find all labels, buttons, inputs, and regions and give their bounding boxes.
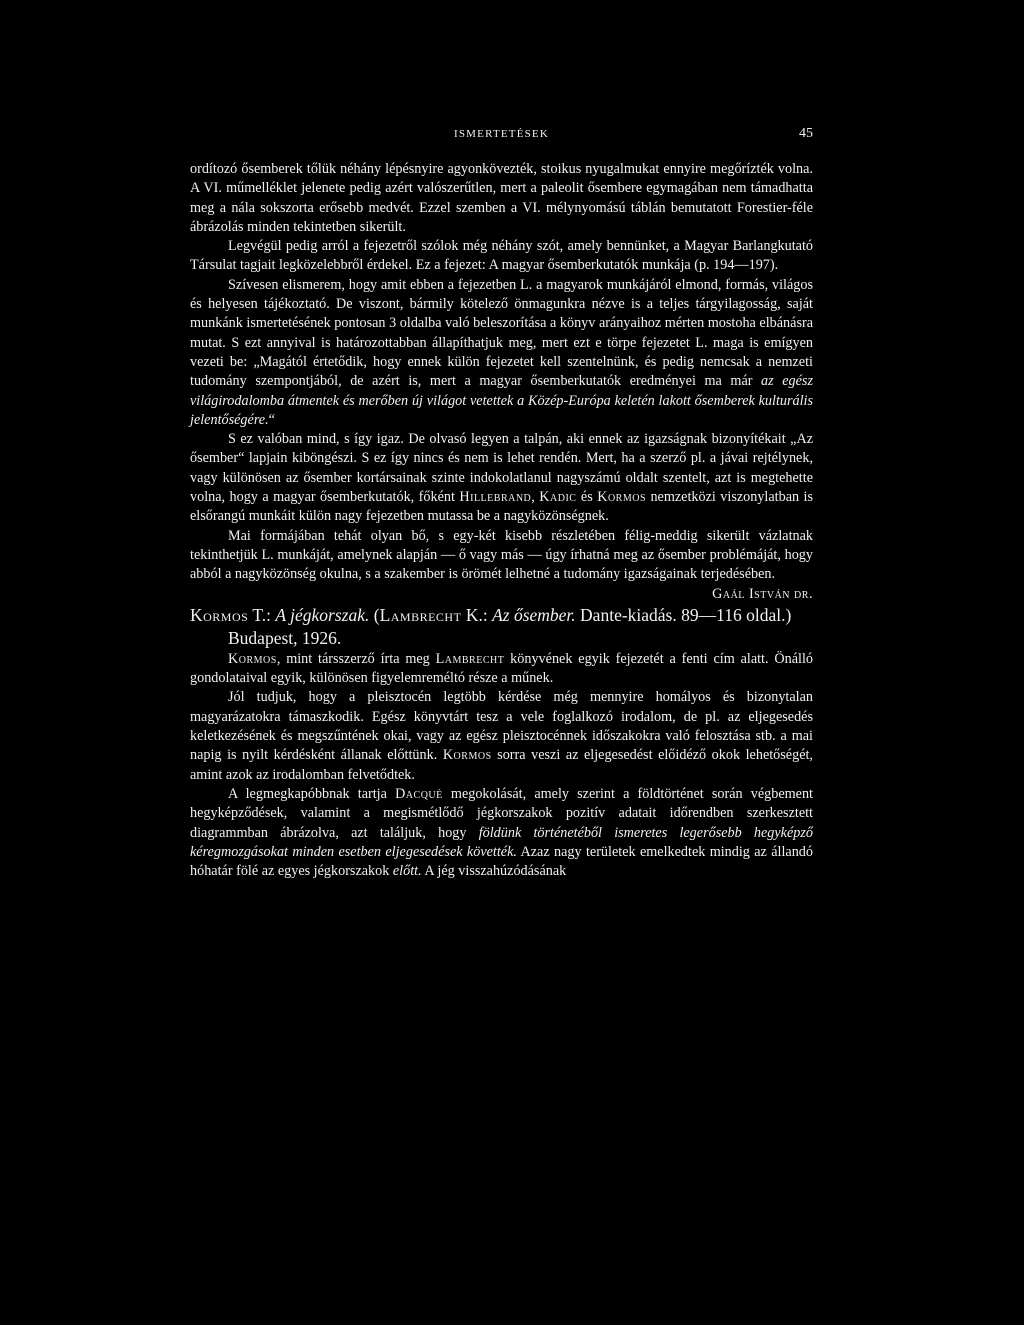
paragraph: Szívesen elismerem, hogy amit ebben a fejezetben L. a magyarok munkájáról elmond, formás, világos és helyesen tájékoztató. De viszont, bármily kötelező önmagunkra nézve is a teljes tárgyilagosság, saját munkánk ismertetésének pontosan 3 oldalba való beleszorítása a könyv arányaihoz mérten mostoha elbánásra mutat. S ezt annyival is határozottabban állapíthatjuk meg, mert ezt e törpe fejezetet L. maga is emígyen vezeti be: „Magától értetődik, hogy ennek külön fejezetet kell szentelnünk, és pedig nemcsak a nemzeti tudomány szempontjából, de azért is, mert a magyar ősemberkutatók eredményei ma már az egész világirodalomba átmentek és merőben új világot vetettek a Közép-Európa keletén lakott ősemberek kulturális jelentőségére.“: [190, 276, 813, 428]
author-name: Lambrecht: [379, 604, 462, 625]
author-name: Kadic: [539, 489, 577, 506]
paragraph: Kormos, mint társszerző írta meg Lambrecht könyvének egyik fejezetét a fenti cím alatt. Önálló gondolataival egyik, különösen figyelemreméltó része a műnek.: [190, 650, 813, 687]
running-head: [190, 128, 813, 144]
author-name: Kormos: [597, 489, 647, 506]
author-name: Hillebrand: [459, 489, 532, 506]
signature: Gaál István dr.: [712, 585, 813, 602]
author-name: Dacqué: [395, 785, 443, 802]
emphasis: az egész világirodalomba átmentek és merőben új világot vetettek a Közép-Európa keletén lakott ősemberek kulturális jelentőségére.: [190, 373, 813, 428]
work-title: A jégkorszak.: [275, 604, 370, 625]
author-name: Kormos: [442, 747, 492, 764]
paragraph: A legmegkapóbbnak tartja Dacqué megokolását, amely szerint a földtörténet során végbement hegyképződések, valamint a megismétlődő jégkorszakok pozitív adatait időrendben szerkesztett diagrammban ábrázolva, azt találjuk, hogy földünk történetéből ismeretes legerősebb hegyképző kéregmozgásokat minden esetben eljegesedések követték. Azaz nagy területek emelkedtek mindig az állandó hóhatár fölé az egyes jégkorszakok előtt. A jég visszahúzódásának: [190, 785, 813, 880]
paragraph: ordítozó ősemberek tőlük néhány lépésnyire agyonkövezték, stoikus nyugalmukat ennyire megőrízték volna. A VI. műmelléklet jelenete pedig azért valószerűtlen, mert a paleolit ősembere egymagában nem támadhatta meg a nála sokszorta erősebb medvét. Ezzel szemben a VI. mélynyomású táblán bemutatott Forestier-féle ábrázolás minden tekintetben sikerült.: [190, 161, 813, 235]
bibliographic-entry: Kormos T.: A jégkorszak. (Lambrecht K.: Az ősember. Dante-kiadás. 89—116 oldal.) Budapest, 1926.: [190, 604, 792, 648]
page-number: 45: [799, 126, 813, 141]
work-title: Az ősember.: [492, 604, 576, 625]
author-name: Kormos: [190, 604, 249, 625]
paragraph: Mai formájában tehát olyan bő, s egy-két kisebb részletében félig-meddig sikerült vázlatnak tekinthetjük L. munkáját, amelynek alapján — ő vagy más — úgy írhatná meg az ősember problémáját, hogy abból a nagyközönség okulna, s a szakember is örömét lelhetné a tudomány igazságainak terjedésében.: [190, 527, 813, 583]
paragraph: Legvégül pedig arról a fejezetről szólok még néhány szót, amely bennünket, a Magyar Barlangkutató Társulat tagjait legközelebbről érdekel. Ez a fejezet: A magyar ősemberkutatók munkája (p. 194—197).: [190, 238, 813, 274]
author-name: Lambrecht: [435, 650, 505, 667]
body-text: [190, 160, 813, 881]
author-name: Kormos: [228, 650, 277, 667]
emphasis: földünk történetéből ismeretes legerősebb hegyképző kéregmozgásokat minden esetben eljegesedések követték.: [190, 824, 813, 860]
paragraph: Jól tudjuk, hogy a pleisztocén legtöbb kérdése még mennyire homályos és bizonytalan magyarázatokra támaszkodik. Egész könyvtárt tesz a vele foglalkozó irodalom, de pl. az eljegesedés keletkezésének és megszűntének okai, vagy az egész pleisztocénnek időszakokra való felosztása stb. a mai napig is nyilt kérdésként állanak előttünk. Kormos sorra veszi az eljegesedést előidéző okok lehetőségét, amint azok az irodalomban felvetődtek.: [190, 689, 813, 783]
paragraph: S ez valóban mind, s így igaz. De olvasó legyen a talpán, aki ennek az igazságnak bizonyítékait „Az ősember“ lapjain kiböngészi. S ez így nincs és nem is lehet rendén. Mert, ha a szerző pl. a jávai rejtélynek, vagy különösen az ősember kortársainak szinte indokolatlanul nagyszámú oldalt szentelt, azt is megtehette volna, hogy a magyar ősemberkutatók, főként Hillebrand, Kadic és Kormos nemzetközi viszonylatban is elsőrangú munkáit külön nagy fejezetben mutassa be a nagyközönségnek.: [190, 431, 814, 525]
running-title: ISMERTETÉSEK: [453, 128, 549, 140]
emphasis: előtt.: [392, 863, 422, 880]
